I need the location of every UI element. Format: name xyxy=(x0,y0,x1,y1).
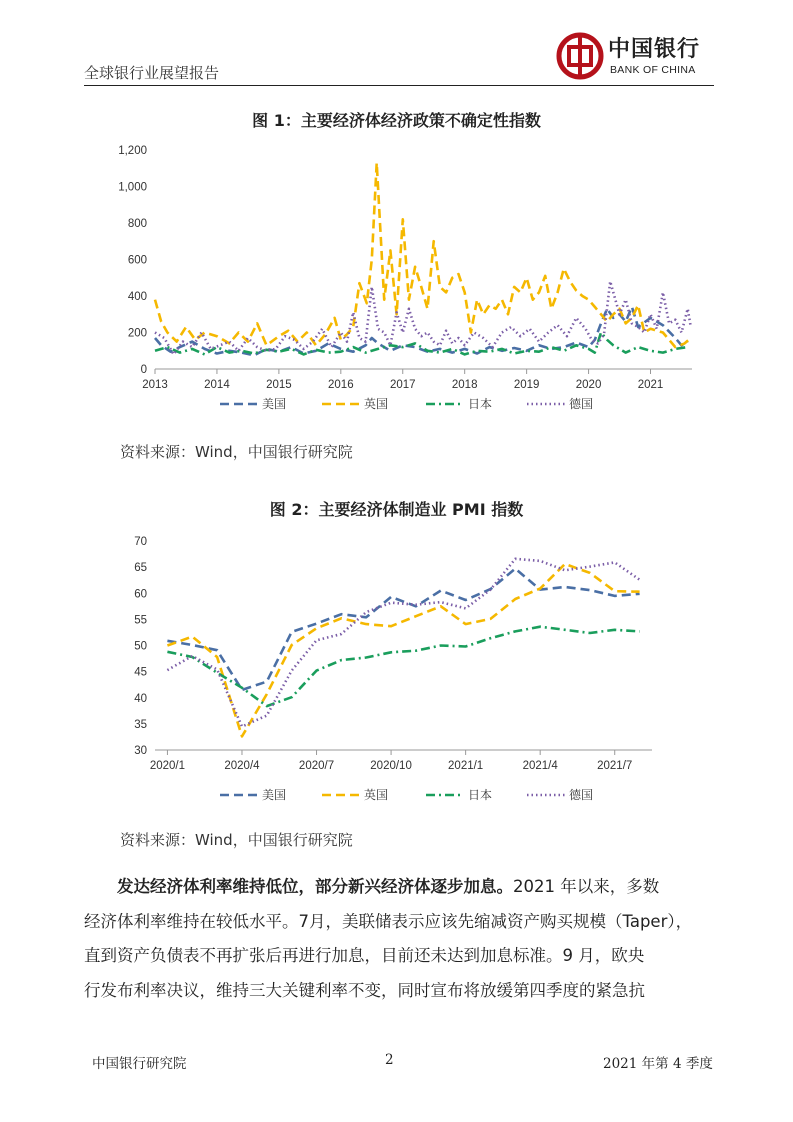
x-tick-label: 2020/7 xyxy=(298,760,335,772)
paragraph-line: 发达经济体利率维持低位，部分新兴经济体逐步加息。2021 年以来，多数 xyxy=(117,877,660,896)
y-tick-label: 200 xyxy=(127,327,147,340)
series-line-3 xyxy=(167,559,639,727)
legend-item xyxy=(426,787,492,802)
y-tick-label: 30 xyxy=(134,745,147,757)
x-tick-label: 2019 xyxy=(513,379,540,391)
x-tick-label: 2015 xyxy=(266,379,292,391)
y-tick-label: 0 xyxy=(140,364,147,376)
legend-item xyxy=(322,397,388,411)
x-tick-label: 2021/4 xyxy=(522,760,558,772)
y-tick-label: 70 xyxy=(134,536,147,548)
legend-label: 英国 xyxy=(364,397,389,411)
legend-item xyxy=(527,397,593,411)
y-tick-label: 800 xyxy=(127,218,147,230)
figure1-source: 资料来源：Wind，中国银行研究院 xyxy=(120,443,353,461)
paragraph-line: 行发布利率决议，维持三大关键利率不变，同时宣布将放缓第四季度的紧急抗 xyxy=(84,980,645,1000)
legend-label: 日本 xyxy=(468,788,493,802)
figure2-chart xyxy=(0,528,793,818)
figure1-title: 图 1：主要经济体经济政策不确定性指数 xyxy=(252,111,541,130)
series-line-1 xyxy=(155,163,691,347)
series-line-0 xyxy=(167,569,639,690)
y-tick-label: 65 xyxy=(134,562,147,575)
logo-english-name: BANK OF CHINA xyxy=(610,64,696,76)
y-tick-label: 40 xyxy=(134,692,147,705)
legend-label: 美国 xyxy=(262,397,287,411)
bank-of-china-emblem-icon xyxy=(556,32,604,80)
legend-item xyxy=(220,788,286,802)
x-tick-label: 2020/1 xyxy=(149,760,186,772)
x-tick-label: 2014 xyxy=(204,379,230,391)
x-tick-label: 2020/4 xyxy=(224,760,260,772)
series-line-2 xyxy=(167,627,639,706)
y-tick-label: 60 xyxy=(134,588,147,601)
y-tick-label: 400 xyxy=(127,291,147,303)
figure1-chart xyxy=(0,138,793,438)
bank-logo xyxy=(556,32,716,82)
logo-chinese-name: 中国银行 xyxy=(608,36,701,62)
x-tick-label: 2021/7 xyxy=(597,760,633,772)
footer-quarter: 2021 年第 4 季度 xyxy=(603,1056,713,1072)
paragraph-line: 经济体利率维持在较低水平。7月，美联储表示应该先缩减资产购买规模（Taper）， xyxy=(84,911,693,931)
x-tick-label: 2017 xyxy=(389,379,416,391)
footer-page-number: 2 xyxy=(385,1052,394,1068)
series-line-0 xyxy=(155,307,688,355)
figure2-source: 资料来源：Wind，中国银行研究院 xyxy=(120,831,353,849)
x-tick-label: 2020 xyxy=(575,379,602,391)
legend-item xyxy=(426,396,492,411)
x-tick-label: 2016 xyxy=(328,379,354,391)
y-tick-label: 1,200 xyxy=(118,145,147,157)
legend-label: 日本 xyxy=(468,397,493,411)
legend-item xyxy=(220,397,286,411)
y-tick-label: 600 xyxy=(127,254,147,267)
legend-label: 德国 xyxy=(569,397,594,411)
y-tick-label: 1,000 xyxy=(118,181,147,194)
x-tick-label: 2021/1 xyxy=(448,760,484,772)
header-divider xyxy=(84,85,714,86)
legend-label: 美国 xyxy=(262,788,287,802)
x-tick-label: 2020/10 xyxy=(370,760,412,772)
footer-org: 中国银行研究院 xyxy=(92,1056,187,1072)
x-tick-label: 2013 xyxy=(142,379,168,391)
paragraph-heading: 发达经济体利率维持低位，部分新兴经济体逐步加息。 xyxy=(117,877,513,896)
y-tick-label: 45 xyxy=(134,666,147,679)
y-tick-label: 50 xyxy=(134,640,147,653)
legend-item xyxy=(527,788,593,802)
x-tick-label: 2021 xyxy=(637,379,664,391)
body-paragraph xyxy=(84,870,716,1008)
header-title: 全球银行业展望报告 xyxy=(84,64,220,82)
y-tick-label: 55 xyxy=(134,614,147,627)
y-tick-label: 35 xyxy=(134,718,147,731)
figure2-title: 图 2：主要经济体制造业 PMI 指数 xyxy=(269,500,524,519)
paragraph-line: 直到资产负债表不再扩张后再进行加息，目前还未达到加息标准。9 月，欧央 xyxy=(84,946,645,965)
legend-label: 德国 xyxy=(569,788,594,802)
x-tick-label: 2018 xyxy=(451,379,478,391)
legend-label: 英国 xyxy=(364,788,389,802)
legend-item xyxy=(322,788,388,802)
